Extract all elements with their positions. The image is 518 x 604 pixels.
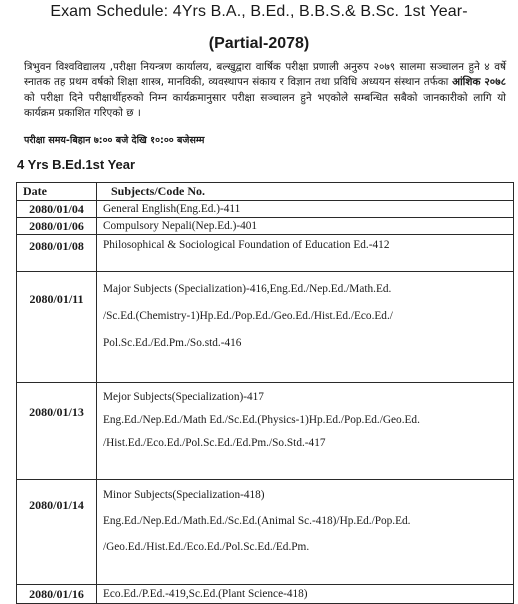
row-date: 2080/01/13 [17,383,97,480]
subject-line: Eng.Ed./Nep.Ed./Math Ed./Sc.Ed.(Physics-1)Hp.Ed./Pop.Ed./Geo.Ed. [103,414,420,426]
subject-line: Minor Subjects(Specialization-418) [103,489,265,501]
subject-line: Philosophical & Sociological Foundation of Education Ed.-412 [103,239,390,251]
row-subjects [97,585,514,604]
row-date: 2080/01/06 [17,218,97,235]
schedule-table [16,182,514,604]
subject-line: /Sc.Ed.(Chemistry-1)Hp.Ed./Pop.Ed./Geo.Ed./Hist.Ed./Eco.Ed./ [103,310,393,322]
row-subjects [97,272,514,383]
table-row [17,585,514,604]
subject-line: Eco.Ed./P.Ed.-419,Sc.Ed.(Plant Science-418) [103,588,308,600]
row-subjects [97,218,514,235]
subjects-column-header: Subjects/Code No. [97,183,514,201]
row-subjects [97,235,514,272]
subject-line: /Hist.Ed./Eco.Ed./Pol.Sc.Ed./Ed.Pm./So.Std.-417 [103,437,326,449]
document-title: Exam Schedule: 4Yrs B.A., B.Ed., B.B.S.& B.Sc. 1st Year- [50,3,468,20]
row-date: 2080/01/11 [17,272,97,383]
table-row [17,272,514,383]
subject-line: Pol.Sc.Ed./Ed.Pm./So.std.-416 [103,337,242,349]
notice-bold-text: आंशिक २०७८ [452,76,507,89]
section-title: 4 Yrs B.Ed.1st Year [17,157,136,172]
table-row [17,383,514,480]
table-row [17,235,514,272]
notice-text-end: को परीक्षा दिने परीक्षार्थीहरुको निम्न कार्यक्रमानुसार परीक्षा सञ्चालन हुने भएकोले सम्बन्धित सबैको जानकारीको लागि यो कार्यक्रम प्रकाशित गरिएको छ । [24,91,506,119]
row-date: 2080/01/16 [17,585,97,604]
row-subjects [97,201,514,218]
subject-line: Mejor Subjects(Specialization)-417 [103,391,264,403]
row-subjects [97,383,514,480]
table-row [17,201,514,218]
row-subjects [97,480,514,585]
subject-line: Eng.Ed./Nep.Ed./Math.Ed./Sc.Ed.(Animal Sc.-418)/Hp.Ed./Pop.Ed. [103,515,411,527]
table-row [17,218,514,235]
document-subtitle: (Partial-2078) [208,35,310,52]
subject-line: Major Subjects (Specialization)-416,Eng.Ed./Nep.Ed./Math.Ed. [103,283,392,295]
subject-line: /Geo.Ed./Hist.Ed./Eco.Ed./Pol.Sc.Ed./Ed.Pm. [103,541,310,553]
date-column-header: Date [17,183,97,201]
row-date: 2080/01/08 [17,235,97,272]
row-date: 2080/01/14 [17,480,97,585]
notice-paragraph [24,60,506,121]
subject-line: General English(Eng.Ed.)-411 [103,203,241,215]
notice-text-start: त्रिभुवन विश्वविद्यालय ,परीक्षा नियन्त्रण कार्यालय, बल्खुद्वारा वार्षिक परीक्षा प्रणाली अनुरुप २०७९ सालमा सञ्चालन हुने ४ वर्षे स्नातक तह प्रथम वर्षको शिक्षा शास्त्र, मानविकी, व्यवस्थापन संकाय र विज्ञान तथा प्रविधि अध्ययन संस्थान तर्फका [24,61,506,89]
exam-timing: परीक्षा समय-बिहान ७:०० बजे देखि १०:०० बजेसम्म [24,135,205,146]
table-header-row [17,183,514,201]
row-date: 2080/01/04 [17,201,97,218]
table-row [17,480,514,585]
subject-line: Compulsory Nepali(Nep.Ed.)-401 [103,220,258,232]
